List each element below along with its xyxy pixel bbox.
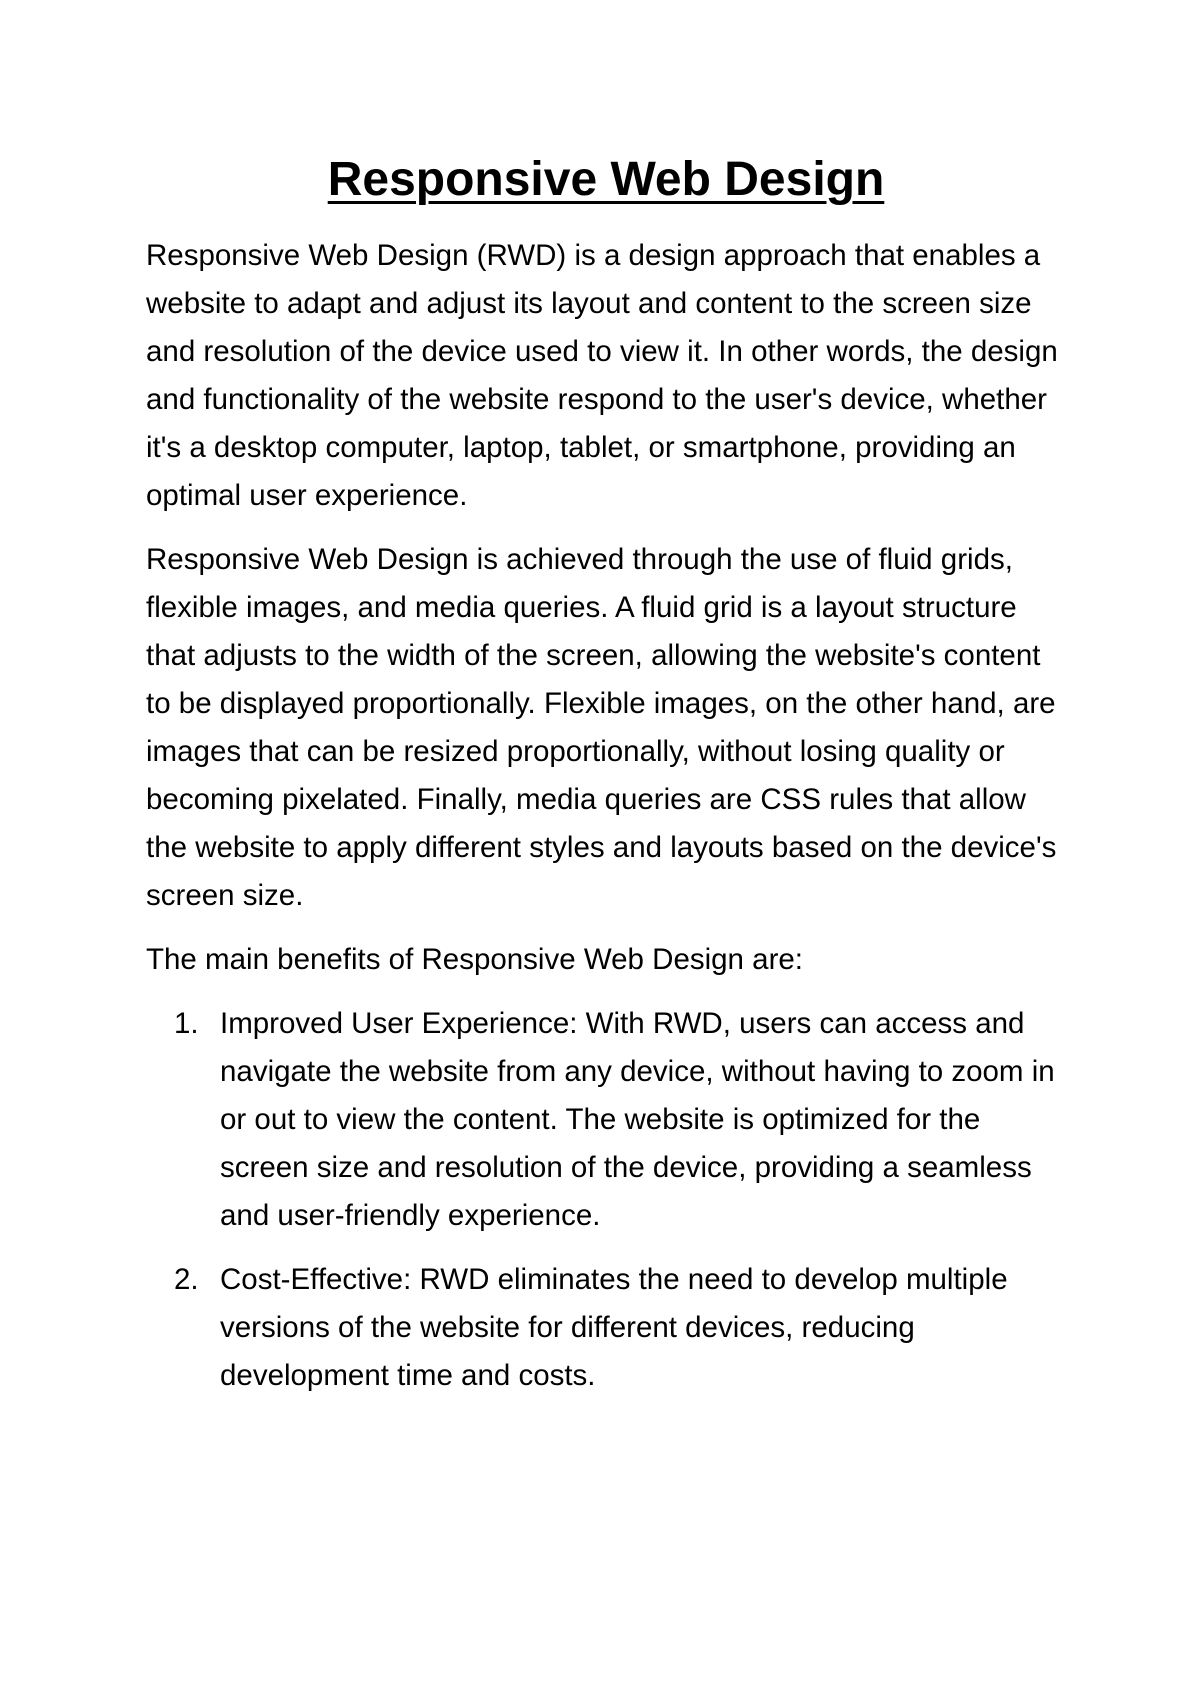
- list-item: [146, 1000, 1066, 1240]
- list-item-text: Cost-Effective: RWD eliminates the need to develop multiple versions of the website for different devices, reducing development time and costs.: [220, 1263, 1008, 1392]
- intro-paragraph: Responsive Web Design (RWD) is a design approach that enables a website to adapt and adjust its layout and content to the screen size and resolution of the device used to view it. In other words, the design and functionality of the website respond to the user's device, whether it's a desktop computer, laptop, tablet, or smartphone, providing an optimal user experience.: [146, 239, 1058, 512]
- benefits-intro: The main benefits of Responsive Web Design are:: [146, 943, 803, 976]
- list-item-number: 1.: [174, 1007, 199, 1040]
- page-title: Responsive Web Design: [327, 153, 885, 206]
- benefits-list: [146, 1000, 1066, 1400]
- list-item-text: Improved User Experience: With RWD, users can access and navigate the website from any device, without having to zoom in or out to view the content. The website is optimized for the screen size and resolution of the device, providing a seamless and user-friendly experience.: [220, 1007, 1055, 1232]
- techniques-paragraph: Responsive Web Design is achieved through the use of fluid grids, flexible images, and media queries. A fluid grid is a layout structure that adjusts to the width of the screen, allowing the website's content to be displayed proportionally. Flexible images, on the other hand, are images that can be resized proportionally, without losing quality or becoming pixelated. Finally, media queries are CSS rules that allow the website to apply different styles and layouts based on the device's screen size.: [146, 543, 1057, 912]
- list-item: [146, 1256, 1066, 1400]
- document-page: [146, 150, 1066, 1416]
- list-item-number: 2.: [174, 1263, 199, 1296]
